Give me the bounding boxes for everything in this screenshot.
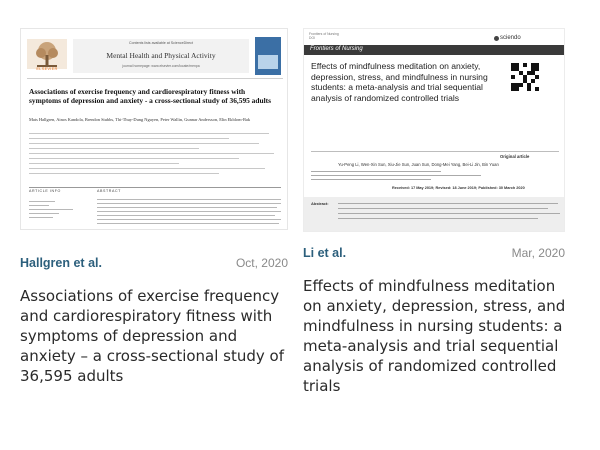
thumbnail-paper-title: Associations of exercise frequency and cardiorespiratory fitness with symptoms of depression and anxiety - a cross-sectional study of 36,595 adults [29, 87, 271, 105]
thumbnail-authors: Mats Hallgren, Ainos Kandola, Brendon Stubbs, Thi-Thuy-Dung Nguyen, Peter Wallin, Gunnar Andersson, Elin Ekblom-Bak [29, 117, 251, 122]
title-separator [311, 151, 559, 152]
paper-thumbnail[interactable] [20, 28, 288, 230]
affiliation-line [29, 143, 259, 144]
keyword-line [29, 201, 55, 202]
affiliation-line [29, 173, 219, 174]
received-dates: Received: 17 May 2019; Revised: 18 June 2019; Published: 30 March 2020 [392, 186, 525, 190]
affiliation-line [29, 138, 229, 139]
journal-homepage: journal homepage: www.elsevier.com/locate/menpa [122, 64, 200, 68]
abstract-box [304, 197, 565, 232]
keyword-line [29, 217, 53, 218]
abstract-line [97, 211, 281, 212]
abstract-line [97, 219, 281, 220]
affiliation-line [311, 171, 441, 172]
citation-date: Mar, 2020 [511, 246, 565, 260]
thumbnail-paper-title: Effects of mindfulness meditation on anxiety, depression, stress, and mindfulness in nursing students: a meta-analysis and trial sequential analysis of randomized controlled trials [311, 61, 488, 103]
abstract-line [338, 218, 538, 219]
publisher-name: ELSEVIER [36, 66, 58, 71]
abstract-line [97, 203, 281, 204]
affiliation-line [311, 179, 431, 180]
affiliation-line [29, 153, 274, 154]
article-type: Original article [500, 154, 530, 159]
paper-title-link[interactable]: Associations of exercise frequency and cardiorespiratory fitness with symptoms of depression and anxiety – a cross-sectional study of 36,595 adults [20, 287, 285, 385]
citation-author[interactable]: Hallgren et al. [20, 256, 102, 270]
affiliation-line [29, 158, 239, 159]
affiliation-line [29, 148, 199, 149]
section-divider [29, 187, 281, 188]
affiliation-line [29, 133, 269, 134]
affiliation-line [29, 168, 265, 169]
abstract-line [97, 215, 275, 216]
affiliation-line [311, 175, 481, 176]
affiliation-line [29, 163, 179, 164]
qr-code-icon [511, 63, 539, 91]
meta-line: DOI [309, 36, 316, 41]
paper-thumbnail[interactable] [303, 28, 565, 232]
abstract-line [97, 223, 279, 224]
citation-date: Oct, 2020 [235, 256, 288, 270]
abstract-line [97, 207, 277, 208]
keyword-line [29, 213, 59, 214]
journal-meta [309, 32, 339, 41]
journal-bar [304, 45, 565, 55]
keyword-line [29, 209, 73, 210]
journal-name: Mental Health and Physical Activity [106, 51, 216, 60]
abstract-line [338, 213, 560, 214]
journal-header [27, 35, 283, 79]
paper-title-link[interactable]: Effects of mindfulness meditation on anxiety, depression, stress, and mindfulness in nursing students: a meta-analysis and trial sequential analysis of randomized controlled trials [303, 277, 566, 395]
abstract-label: Abstract: [311, 201, 329, 206]
publisher-name: sciendo [500, 35, 521, 41]
keyword-line [29, 205, 49, 206]
meta-line: Frontiers of Nursing [309, 32, 339, 36]
journal-name: Frontiers of Nursing [310, 46, 363, 52]
abstract-line [338, 203, 558, 204]
citation-author[interactable]: Li et al. [303, 246, 347, 260]
journal-banner [73, 39, 249, 73]
article-info-heading: ARTICLE INFO [29, 189, 61, 193]
abstract-heading: ABSTRACT [97, 189, 121, 193]
thumbnail-authors: Yu-Peng Li, Wen-Xin Sun, Xiu-Jie Sun, Juan Sun, Dong-Mei Yang, Bei-Li Jin, Bin Yuan [338, 162, 499, 167]
abstract-line [97, 199, 281, 200]
journal-cover-image [255, 37, 281, 75]
abstract-line [338, 208, 548, 209]
contents-line: Contents lists available at ScienceDirect [129, 41, 193, 45]
sciendo-logo-icon [494, 36, 499, 41]
